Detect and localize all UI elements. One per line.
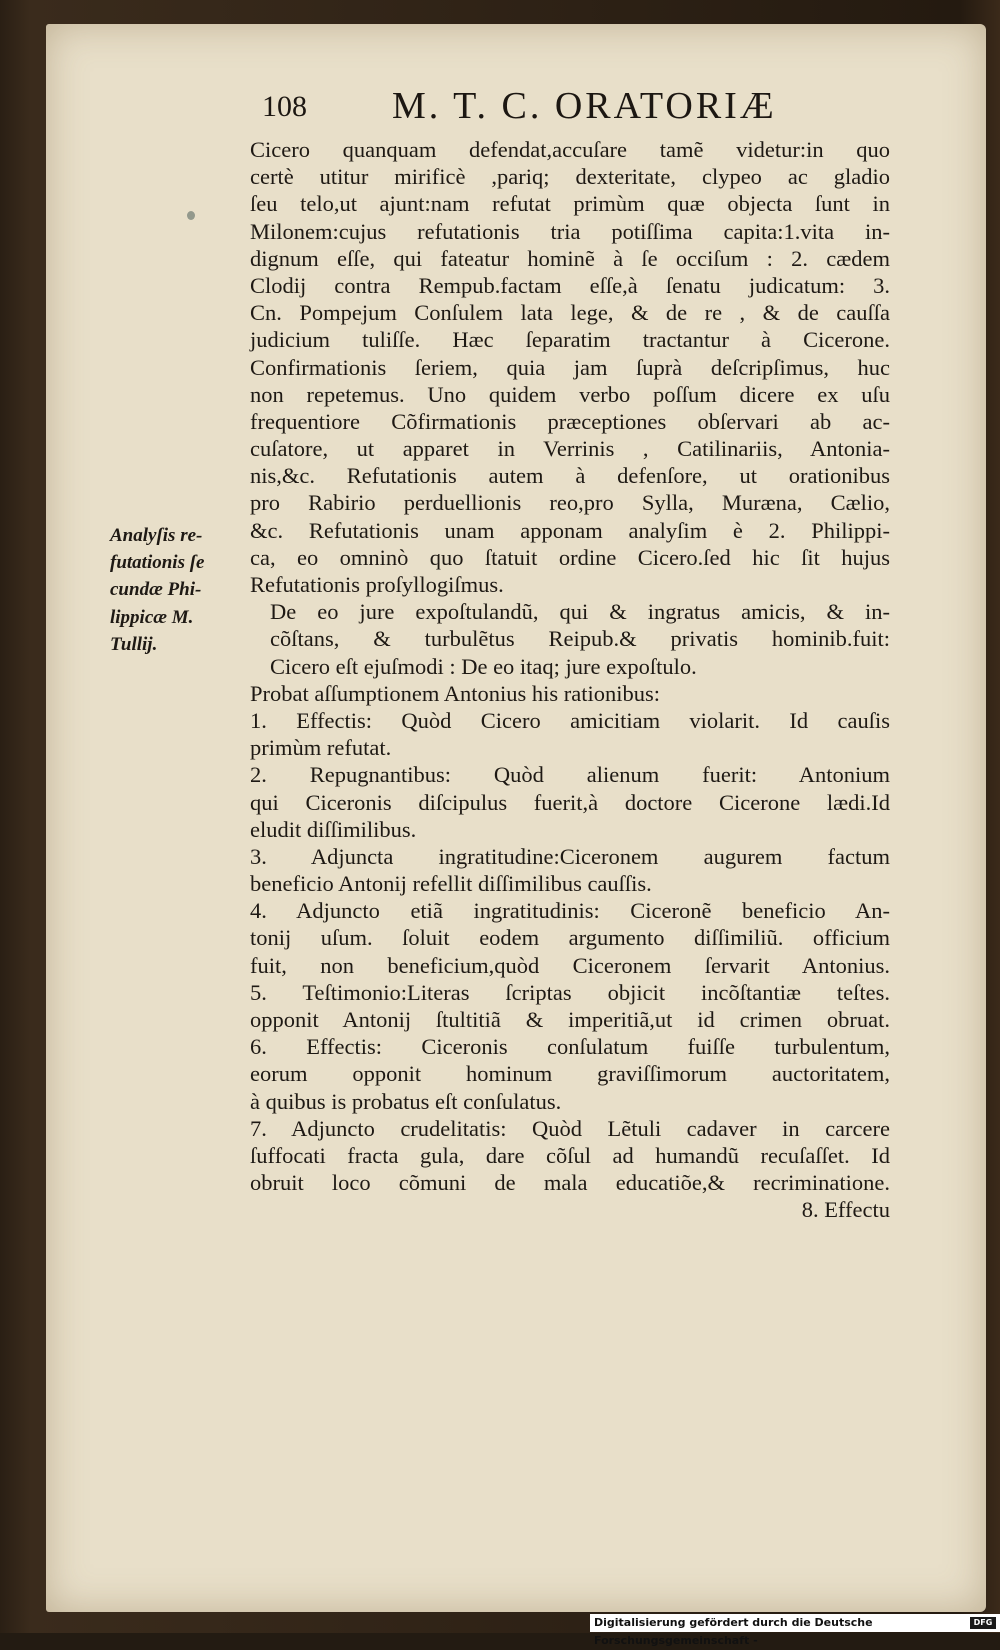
text-line: 1. Effectis: Quòd Cicero amicitiam violarit. Id cauſis xyxy=(250,707,890,733)
marginal-note-line: Tullij. xyxy=(110,633,158,655)
text-line: fuit, non beneficium,quòd Ciceronem ſervarit Antonius. xyxy=(250,952,890,978)
text-line: primùm refutat. xyxy=(250,735,392,761)
text-line: Refutationis proſyllogiſmus. xyxy=(250,572,504,597)
text-line: 4. Adjuncto etiã ingratitudinis: Ciceronẽ beneficio An- xyxy=(250,898,890,924)
catchword: 8. Effectu xyxy=(801,1197,890,1223)
text-line: 7. Adjuncto crudelitatis: Quòd Lẽtuli cadaver in carcere xyxy=(250,1115,890,1141)
digitization-footer xyxy=(590,1614,1000,1647)
text-line: beneficio Antonij refellit diſſimilibus cauſſis. xyxy=(250,871,652,897)
text-line: qui Ciceronis diſcipulus fuerit,à doctore Cicerone lædi.Id xyxy=(250,789,890,815)
text-line: Cn. Pompejum Conſulem lata lege, & de re , & de cauſſa xyxy=(250,300,890,326)
text-line: &c. Refutationis unam apponam analyſim è 2. Philippi- xyxy=(250,517,890,543)
page-number: 108 xyxy=(262,90,307,123)
text-line: 6. Effectis: Ciceronis conſulatum fuiſſe turbulentum, xyxy=(250,1034,890,1060)
text-line: obruit loco cõmuni de mala educatiõe,& recriminatione. xyxy=(250,1170,890,1196)
text-line: judicium tuliſſe. Hæc ſeparatim tractantur à Cicerone. xyxy=(250,327,890,353)
text-line: cuſatore, ut apparet in Verrinis , Catilinariis, Antonia- xyxy=(250,436,890,462)
text-line: dignum eſſe, qui fateatur hominẽ à ſe occiſum : 2. cædem xyxy=(250,245,890,271)
text-line: 3. Adjuncta ingratitudine:Ciceronem augurem factum xyxy=(250,843,890,869)
marginal-note xyxy=(110,522,250,658)
text-line: 5. Teſtimonio:Literas ſcriptas objicit incõſtantiæ teſtes. xyxy=(250,979,890,1005)
text-line: Clodij contra Rempub.factam eſſe,à ſenatu judicatum: 3. xyxy=(250,272,890,298)
text-line: certè utitur mirificè ,pariq; dexteritate, clypeo ac gladio xyxy=(250,164,890,190)
body-text xyxy=(250,136,890,1224)
text-line: Probat aſſumptionem Antonius his rationibus: xyxy=(250,680,660,706)
text-line: pro Rabirio perduellionis reo,pro Sylla, Muræna, Cælio, xyxy=(250,490,890,516)
text-line: non repetemus. Uno quidem verbo poſſum dicere ex uſu xyxy=(250,381,890,407)
text-line: nis,&c. Refutationis autem à defenſore, ut orationibus xyxy=(250,463,890,489)
marginal-note-line: cundæ Phi- xyxy=(110,579,202,601)
footer-text: Digitalisierung gefördert durch die Deutsche Forschungsgemeinschaft - xyxy=(594,1616,873,1647)
marginal-note-line: futationis ſe xyxy=(110,552,205,574)
text-line: cõſtans, & turbulẽtus Reipub.& privatis hominib.fuit: xyxy=(270,626,890,652)
running-title: M. T. C. ORATORIÆ xyxy=(392,85,777,127)
dfg-logo: DFG xyxy=(970,1617,996,1629)
text-line: De eo jure expoſtulandũ, qui & ingratus amicis, & in- xyxy=(270,599,890,625)
text-line: opponit Antonij ſtultitiã & imperitiã,ut id crimen obruat. xyxy=(250,1007,890,1032)
text-line: à quibus is probatus eſt conſulatus. xyxy=(250,1088,562,1114)
text-line: Cicero quanquam defendat,accuſare tamẽ videtur:in quo xyxy=(250,137,890,162)
text-line: eorum opponit hominum graviſſimorum auctoritatem, xyxy=(250,1061,890,1087)
text-line: tonij uſum. ſoluit eodem argumento diſſimiliũ. officium xyxy=(250,925,890,951)
text-line: Cicero eſt ejuſmodi : De eo itaq; jure expoſtulo. xyxy=(270,653,697,679)
text-line: Milonem:cujus refutationis tria potiſſima capita:1.vita in- xyxy=(250,218,890,244)
marginal-note-line: lippicæ M. xyxy=(110,606,194,628)
text-line: 2. Repugnantibus: Quòd alienum fuerit: Antonium xyxy=(250,762,890,788)
text-line: ca, eo omninò quo ſtatuit ordine Cicero.ſed hic ſit hujus xyxy=(250,544,890,570)
page-header xyxy=(262,84,862,134)
text-line: frequentiore Cõfirmationis præceptiones obſervari ab ac- xyxy=(250,408,890,434)
text-line: eludit diſſimilibus. xyxy=(250,816,417,842)
text-line: Confirmationis ſeriem, quia jam ſuprà deſcripſimus, huc xyxy=(250,354,890,380)
text-line: ſuffocati fracta gula, dare cõſul ad humandũ recuſaſſet. Id xyxy=(250,1142,890,1168)
ink-stain xyxy=(187,211,195,220)
text-line: ſeu telo,ut ajunt:nam refutat primùm quæ objecta ſunt in xyxy=(250,191,890,217)
marginal-note-line: Analyſis re- xyxy=(110,525,203,546)
